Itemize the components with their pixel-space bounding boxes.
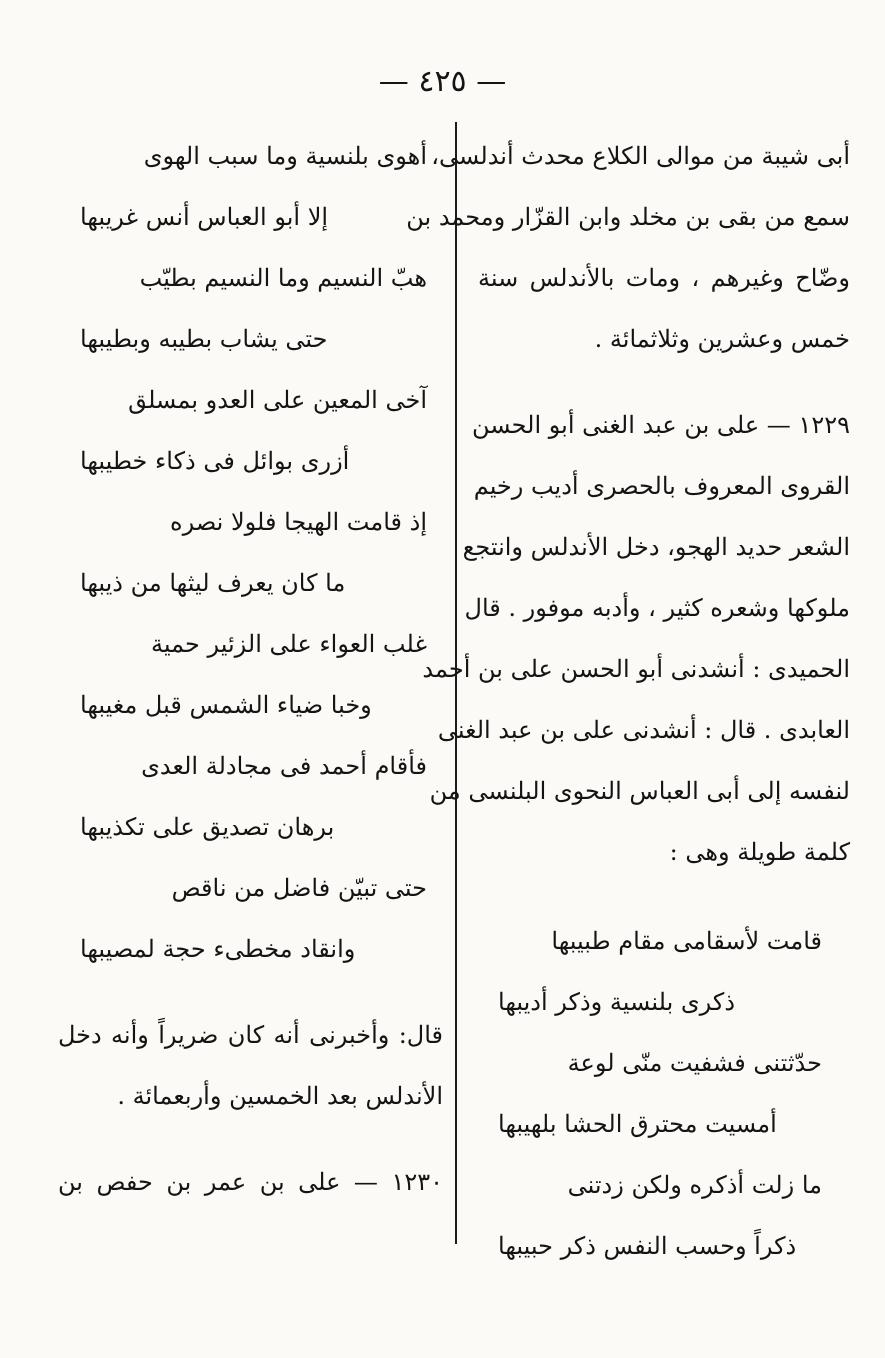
prose-line: ملوكها وشعره كثير ، وأدبه موفور . قال bbox=[464, 594, 850, 622]
verse-hemistich: ذكرى بلنسية وذكر أديبها bbox=[498, 988, 736, 1016]
paragraph-gap bbox=[478, 897, 850, 925]
verse-hemistich: حتى تبيّن فاضل من ناقص bbox=[171, 874, 427, 902]
verse-hemistich: غلب العواء على الزئير حمية bbox=[151, 630, 427, 658]
prose-line: خمس وعشرين وثلاثمائة . bbox=[594, 325, 850, 353]
verse-hemistich: أهوى بلنسية وما سبب الهوى bbox=[143, 142, 427, 170]
page-number: — ٤٢٥ — bbox=[378, 64, 507, 99]
verse-hemistich: هبّ النسيم وما النسيم بطيّب bbox=[139, 264, 427, 292]
prose-line: أبى شيبة من موالى الكلاع محدث أندلسى، bbox=[431, 142, 850, 170]
verse-hemistich: برهان تصديق على تكذيبها bbox=[80, 813, 335, 841]
right-column bbox=[406, 140, 850, 1291]
paragraph-gap bbox=[58, 1141, 443, 1166]
verse-hemistich: ما كان يعرف ليثها من ذيبها bbox=[80, 569, 346, 597]
entry-heading: ١٢٢٩ — على بن عبد الغنى أبو الحسن bbox=[471, 411, 850, 439]
verse-hemistich: حدّثتنى فشفيت منّى لوعة bbox=[567, 1049, 822, 1077]
verse-hemistich: قامت لأسقامى مقام طبيبها bbox=[551, 927, 822, 955]
verse-hemistich: أمسيت محترق الحشا بلهيبها bbox=[498, 1110, 777, 1138]
prose-line: وضّاح وغيرهم ، ومات بالأندلس سنة bbox=[478, 264, 850, 292]
prose-line: الشعر حديد الهجو، دخل الأندلس وانتجع bbox=[462, 533, 850, 561]
verse-hemistich: ذكراً وحسب النفس ذكر حبيبها bbox=[498, 1232, 797, 1260]
prose-line: قال: وأخبرنى أنه كان ضريراً وأنه دخل bbox=[58, 1021, 443, 1049]
verse-hemistich: إذ قامت الهيجا فلولا نصره bbox=[170, 508, 427, 536]
prose-line: كلمة طويلة وهى : bbox=[669, 838, 850, 866]
prose-line: الحميدى : أنشدنى أبو الحسن على بن أحمد bbox=[422, 655, 850, 683]
paragraph-gap bbox=[58, 994, 443, 1019]
entry-heading: ١٢٣٠ — على بن عمر بن حفص بن bbox=[58, 1168, 443, 1196]
prose-line: الأندلس بعد الخمسين وأربعمائة . bbox=[117, 1082, 443, 1110]
verse-hemistich: وخبا ضياء الشمس قبل مغيبها bbox=[80, 691, 372, 719]
prose-line: لنفسه إلى أبى العباس النحوى البلنسى من bbox=[429, 777, 850, 805]
verse-hemistich: وانقاد مخطىء حجة لمصيبها bbox=[80, 935, 356, 963]
left-column bbox=[58, 140, 443, 1227]
prose-line: القروى المعروف بالحصرى أديب رخيم bbox=[473, 472, 850, 500]
verse-hemistich: آخى المعين على العدو بمسلق bbox=[128, 386, 427, 414]
verse-hemistich: إلا أبو العباس أنس غريبها bbox=[80, 203, 329, 231]
prose-line: العابدى . قال : أنشدنى على بن عبد الغنى bbox=[437, 716, 850, 744]
verse-hemistich: حتى يشاب بطيبه وبطيبها bbox=[80, 325, 328, 353]
verse-hemistich: أزرى بوائل فى ذكاء خطيبها bbox=[80, 447, 350, 475]
paragraph-gap bbox=[478, 384, 850, 409]
prose-line: سمع من بقى بن مخلد وابن القزّار ومحمد بن bbox=[406, 203, 850, 231]
verse-hemistich: ما زلت أذكره ولكن زدتنى bbox=[567, 1171, 822, 1199]
verse-hemistich: فأقام أحمد فى مجادلة العدى bbox=[141, 752, 427, 780]
